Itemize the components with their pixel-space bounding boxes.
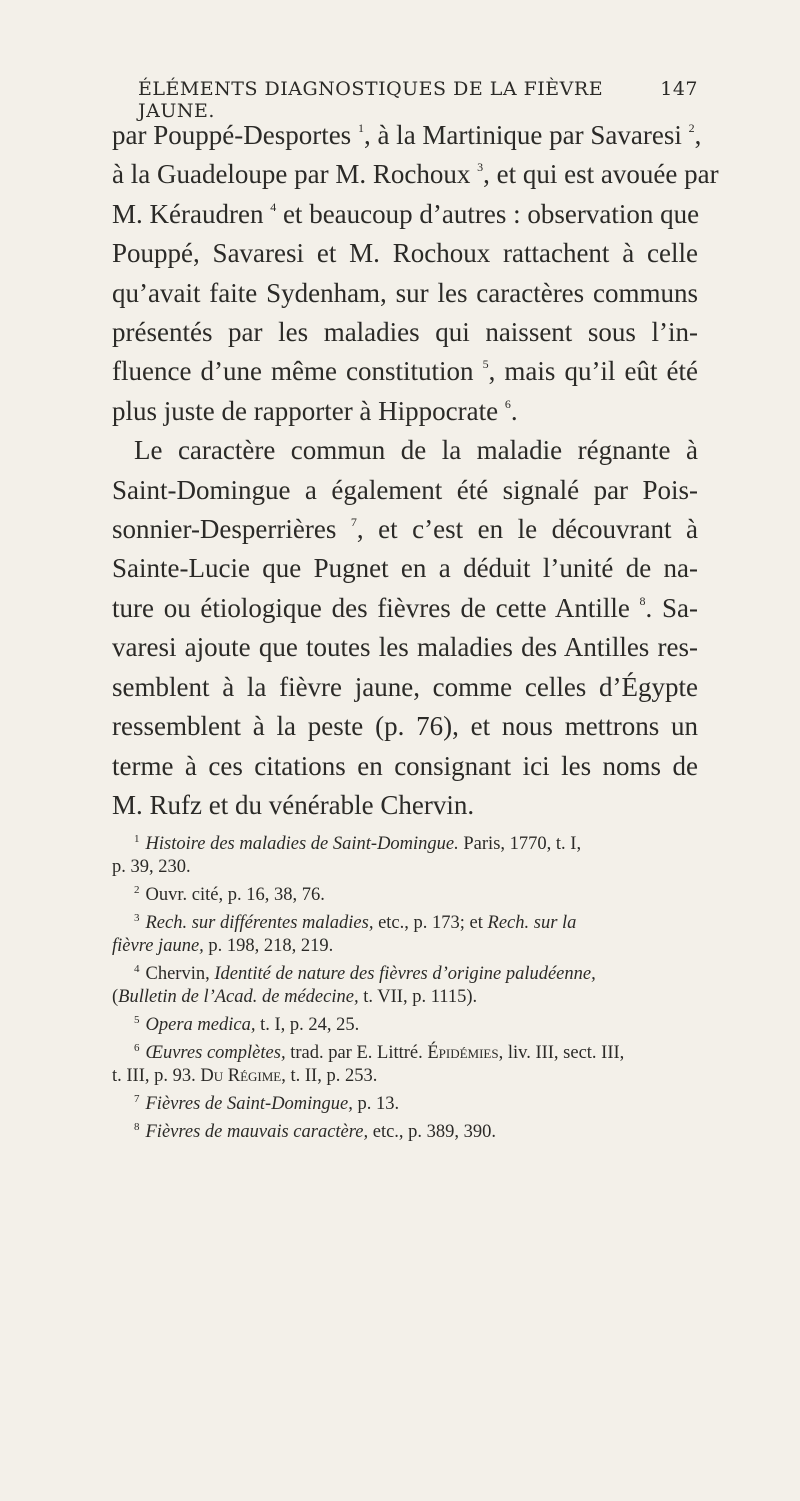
footnotes <box>112 828 698 1144</box>
text-line: à la Guadeloupe par M. Rochoux $^3$, et qui est avouée par <box>112 159 719 190</box>
text-line: Sainte-Lucie que Pugnet en a déduit l’unité de na- <box>112 553 698 584</box>
footnote: $^8$ Fièvres de mauvais caractère, etc., p. 389, 390. <box>134 1121 497 1142</box>
footnote: $^5$ Opera medica, t. I, p. 24, 25. <box>134 1014 360 1035</box>
footnote: $^7$ Fièvres de Saint-Domingue, p. 13. <box>134 1093 400 1114</box>
page <box>112 78 719 825</box>
text-line: plus juste de rapporter à Hippocrate $^6$. <box>112 395 518 426</box>
text-line: ture ou étiologique des fièvres de cette Antille $^8$. Sa- <box>112 592 698 623</box>
text-line: M. Kéraudren $^4$ et beaucoup d’autres : observation que <box>112 198 700 229</box>
text-line: qu’avait faite Sydenham, sur les caractères communs <box>112 277 698 308</box>
footnote: $^6$ Œuvres complètes, trad. par E. Littré. Épidémies, liv. III, sect. III, t. III, p. 93. Du Régime, t. II, p. 253. <box>112 1042 625 1086</box>
text-line: Le caractère commun de la maladie régnante à <box>134 435 698 466</box>
running-head <box>112 78 698 122</box>
text-line: semblent à la fièvre jaune, comme celles d’Égypte <box>112 671 698 702</box>
text-line: par Pouppé-Desportes $^1$, à la Martinique par Savaresi $^2$, <box>112 120 702 150</box>
text-line: Pouppé, Savaresi et M. Rochoux rattachent à celle <box>112 238 698 269</box>
text-line: fluence d’une même constitution $^5$, mais qu’il eût été <box>112 356 698 387</box>
footnote: $^4$ Chervin, Identité de nature des fièvres d’origine paludéenne, (Bulletin de l’Acad. de médecine, t. VII, p. 1115). <box>112 963 596 1007</box>
page-number: 147 <box>660 78 698 100</box>
running-title: ÉLÉMENTS DIAGNOSTIQUES DE LA FIÈVRE JAUNE. <box>138 78 604 122</box>
footnote: $^2$ Ouvr. cité, p. 16, 38, 76. <box>134 884 325 905</box>
footnote: $^1$ Histoire des maladies de Saint-Domingue. Paris, 1770, t. I, p. 39, 230. <box>112 833 582 877</box>
text-line: M. Rufz et du vénérable Chervin. <box>112 789 475 820</box>
body-text <box>112 116 719 825</box>
text-line: Saint-Domingue a également été signalé par Pois- <box>112 474 698 505</box>
text-line: varesi ajoute que toutes les maladies des Antilles res- <box>112 632 698 663</box>
text-line: ressemblent à la peste (p. 76), et nous mettrons un <box>112 711 698 742</box>
text-line: présentés par les maladies qui naissent sous l’in- <box>112 317 698 348</box>
text-line: terme à ces citations en consignant ici les noms de <box>112 750 698 781</box>
text-line: sonnier-Desperrières $^7$, et c’est en le découvrant à <box>112 514 699 545</box>
footnote: $^3$ Rech. sur différentes maladies, etc., p. 173; et Rech. sur la fièvre jaune, p. 198, 218, 219. <box>112 912 577 956</box>
